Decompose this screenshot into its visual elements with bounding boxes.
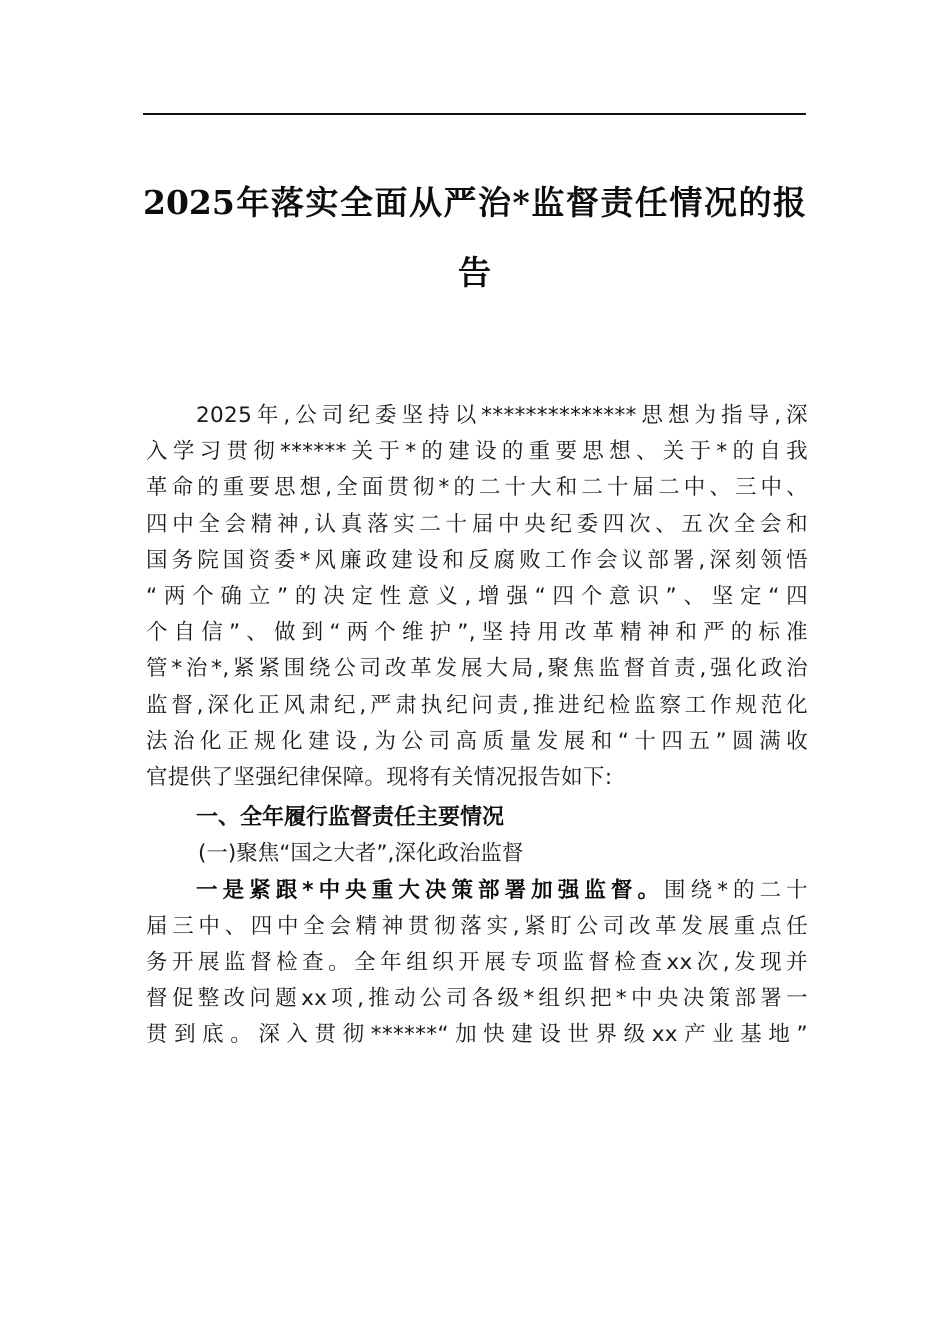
document-title [143, 168, 806, 308]
document-body [146, 398, 808, 1054]
body-line: 务开展监督检查。全年组织开展专项监督检查xx次,发现并 [146, 950, 808, 976]
body-line: 四中全会精神,认真落实二十届中央纪委四次、五次全会和 [146, 511, 808, 537]
body-line: 监督,深化正风肃纪,严肃执纪问责,推进纪检监察工作规范化 [146, 692, 808, 718]
body-line: 督促整改问题xx项,推动公司各级*组织把*中央决策部署一 [146, 986, 808, 1012]
body-line: “两个确立”的决定性意义,增强“四个意识”、坚定“四 [146, 584, 808, 610]
header-rule [143, 113, 806, 115]
body-line: 官提供了坚强纪律保障。现将有关情况报告如下: [146, 765, 613, 791]
point-paragraph [146, 873, 808, 1054]
body-line: 个自信”、做到“两个维护”,坚持用改革精神和严的标准 [146, 620, 808, 646]
body-line: 法治化正规化建设,为公司高质量发展和“十四五”圆满收 [146, 728, 808, 754]
title-line-1: 2025年落实全面从严治*监督责任情况的报 [143, 183, 806, 222]
body-line: 2025年,公司纪委坚持以**************思想为指导,深 [196, 403, 808, 428]
body-line: 贯到底。深入贯彻******“加快建设世界级xx产业基地” [146, 1022, 808, 1048]
body-line: 国务院国资委*风廉政建设和反腐败工作会议部署,深刻领悟 [146, 547, 808, 573]
intro-paragraph [146, 398, 808, 796]
subsection-heading: (一)聚焦“国之大者”,深化政治监督 [198, 841, 524, 867]
body-line: 届三中、四中全会精神贯彻落实,紧盯公司改革发展重点任 [146, 913, 808, 939]
point-first-line [146, 873, 808, 909]
body-line: 管*治*,紧紧围绕公司改革发展大局,聚焦监督首责,强化政治 [146, 656, 808, 682]
section-heading: 一、全年履行监督责任主要情况 [196, 805, 505, 831]
title-line-2: 告 [458, 253, 491, 292]
point-first-line-rest: 围绕*的二十 [664, 877, 809, 903]
body-line: 入学习贯彻******关于*的建设的重要思想、关于*的自我 [146, 439, 808, 465]
point-lead: 一是紧跟*中央重大决策部署加强监督。 [196, 877, 665, 903]
body-line: 革命的重要思想,全面贯彻*的二十大和二十届二中、三中、 [146, 475, 808, 501]
